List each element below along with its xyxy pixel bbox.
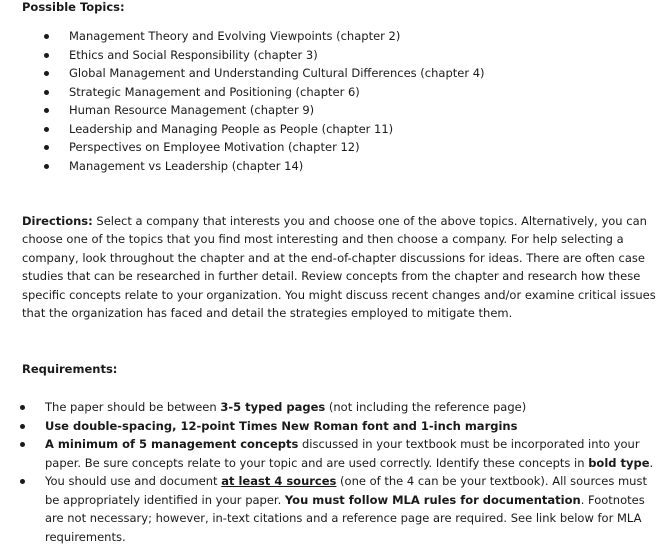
requirements-list <box>20 398 660 546</box>
topics-list <box>40 27 485 175</box>
req-text: You should use and document <box>45 474 222 488</box>
req-bold: You must follow MLA rules for documentation <box>284 492 581 507</box>
requirements-heading: Requirements: <box>22 362 118 376</box>
requirement-item <box>20 435 660 472</box>
req-bold: bold type <box>588 455 650 470</box>
req-text: . Footnotes are not necessary; however, in-text citations and a reference page are required. See link below for MLA requirements. <box>45 492 645 544</box>
directions-text: Select a company that interests you and choose one of the above topics. Alternatively, you can choose one of the topics that you find most interesting and then choose a company. For help selecting a company, look throughout the chapter and at the end-of-chapter discussions for ideas. There are often case studies that can be researched in further detail. Review concepts from the chapter and research how these specific concepts relate to your organization. You might discuss recent changes and/or examine critical issues that the organization has faced and detail the strategies employed to mitigate them. <box>22 214 656 321</box>
req-text: The paper should be between <box>45 400 221 414</box>
requirement-item <box>20 398 660 417</box>
req-bold: A minimum of 5 management concepts <box>45 437 299 451</box>
list-item: Perspectives on Employee Motivation (chapter 12) <box>40 138 485 157</box>
req-text: . <box>649 455 654 470</box>
req-text: discussed in your textbook must be incorporated into your paper. Be sure concepts relate to your topic and are used correctly. Identify these concepts in <box>45 437 640 470</box>
list-item: Human Resource Management (chapter 9) <box>40 101 485 120</box>
list-item: Strategic Management and Positioning (chapter 6) <box>40 83 485 102</box>
req-text: (not including the reference page) <box>325 400 527 414</box>
list-item: Ethics and Social Responsibility (chapter 3) <box>40 46 485 65</box>
list-item: Leadership and Managing People as People (chapter 11) <box>40 120 485 139</box>
list-item: Management vs Leadership (chapter 14) <box>40 157 485 176</box>
directions-paragraph <box>22 212 658 322</box>
req-underline: at least 4 sources <box>221 474 337 488</box>
list-item: Management Theory and Evolving Viewpoints (chapter 2) <box>40 27 485 46</box>
req-bold: Use double-spacing, 12-point Times New Roman font and 1-inch margins <box>45 418 518 433</box>
list-item: Global Management and Understanding Cultural Differences (chapter 4) <box>40 64 485 83</box>
requirement-item <box>20 417 660 436</box>
topics-heading: Possible Topics: <box>22 0 125 14</box>
directions-label: Directions: <box>22 214 93 228</box>
requirement-item <box>20 472 660 546</box>
req-bold: 3-5 typed pages <box>220 400 326 414</box>
req-text: (one of the 4 can be your textbook). All sources must be appropriately identified in your paper. <box>45 474 647 507</box>
